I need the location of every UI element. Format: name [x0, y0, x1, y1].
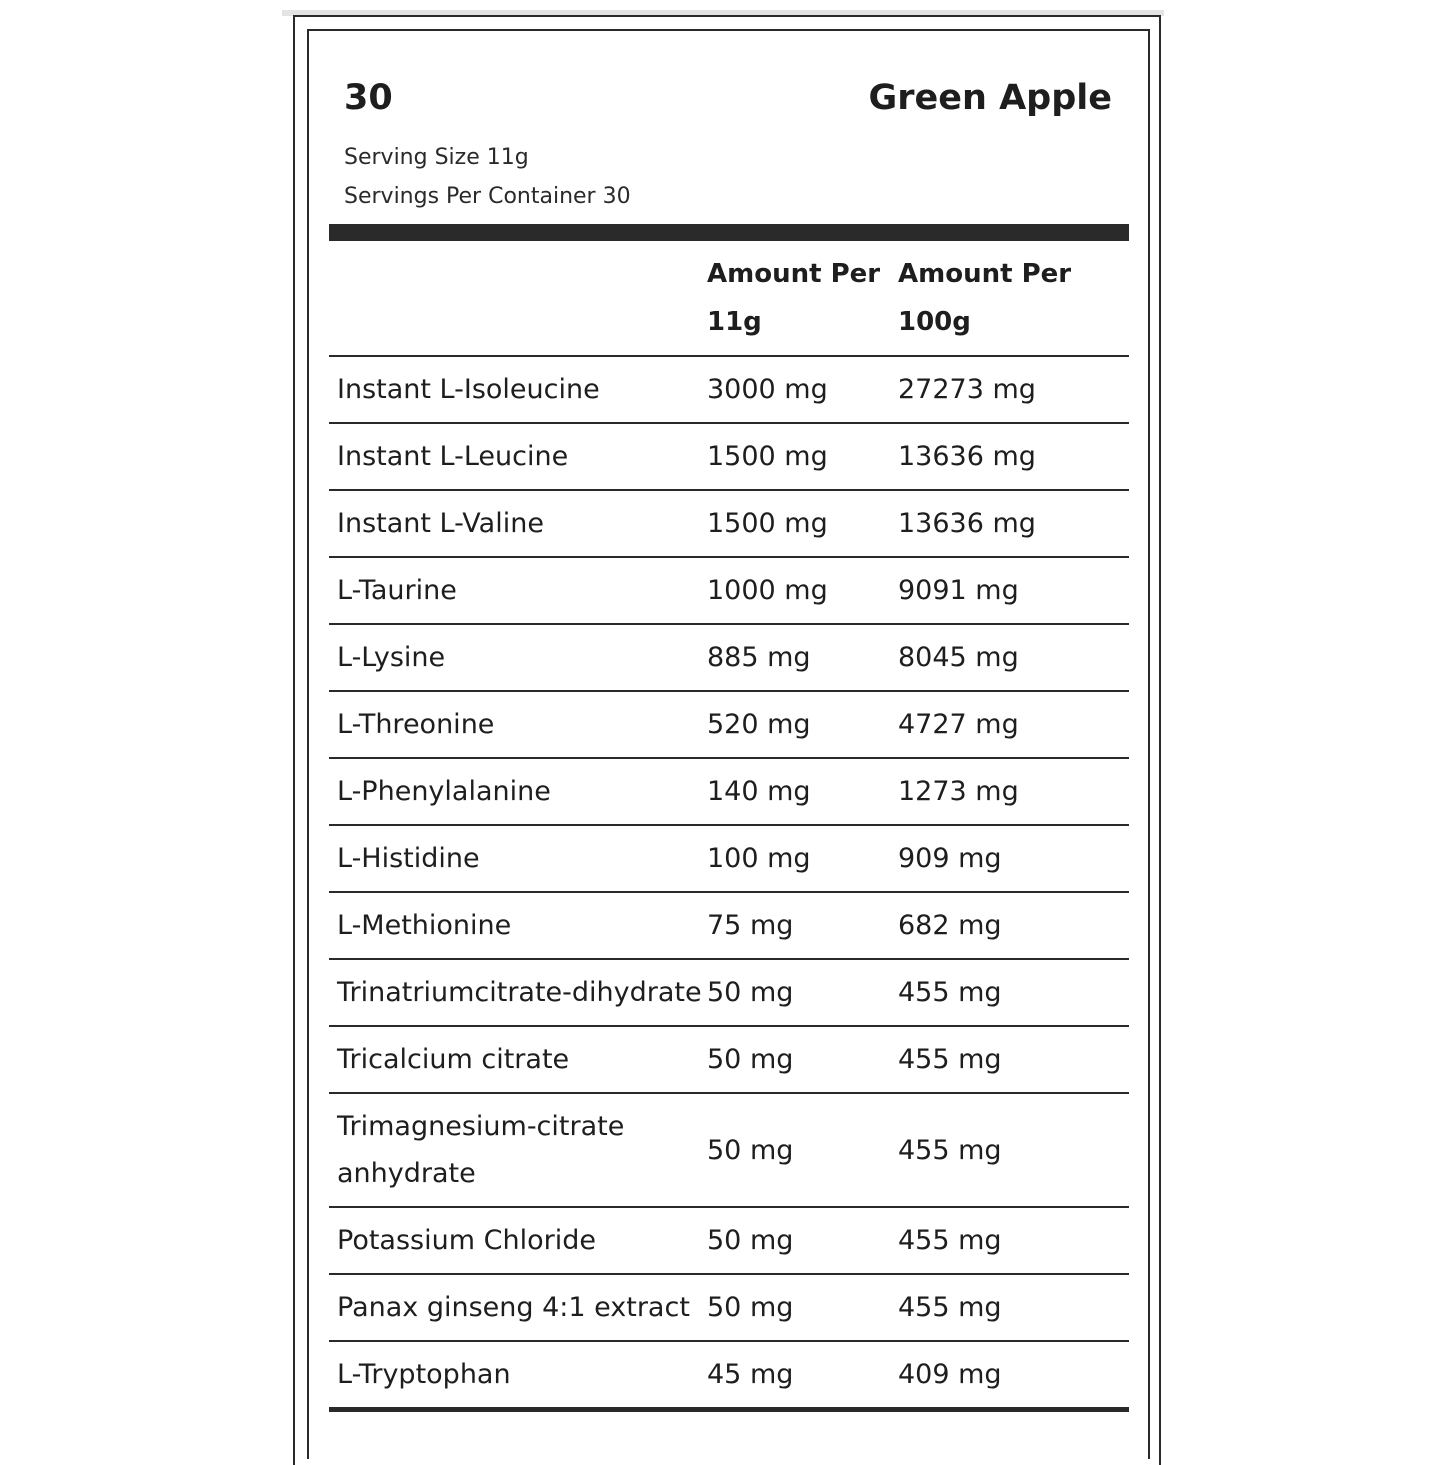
ingredient-name: Trinatriumcitrate-dihydrate	[329, 959, 703, 1026]
ingredient-name: Panax ginseng 4:1 extract	[329, 1274, 703, 1341]
table-row	[329, 1026, 1129, 1093]
ingredient-name: L-Taurine	[329, 557, 703, 624]
table-row	[329, 825, 1129, 892]
table-row	[329, 356, 1129, 423]
amount-per-100g: 455 mg	[894, 1274, 1129, 1341]
table-row	[329, 1093, 1129, 1207]
header-amount-per-100g: Amount Per 100g	[894, 241, 1129, 356]
table-row	[329, 758, 1129, 825]
ingredient-name: Instant L-Valine	[329, 490, 703, 557]
ingredient-name: L-Lysine	[329, 624, 703, 691]
header-amount-per-serving: Amount Per 11g	[703, 241, 894, 356]
ingredient-name: Potassium Chloride	[329, 1207, 703, 1274]
amount-per-serving: 50 mg	[703, 1207, 894, 1274]
ingredient-name: Instant L-Leucine	[329, 423, 703, 490]
amount-per-100g: 13636 mg	[894, 490, 1129, 557]
ingredient-name: Trimagnesium-citrate anhydrate	[329, 1093, 703, 1207]
amount-per-100g: 27273 mg	[894, 356, 1129, 423]
supplement-facts-table	[329, 241, 1129, 1412]
servings-per-container: Servings Per Container 30	[344, 184, 631, 209]
amount-per-serving: 3000 mg	[703, 356, 894, 423]
ingredient-name: L-Methionine	[329, 892, 703, 959]
table-row	[329, 691, 1129, 758]
table-row	[329, 557, 1129, 624]
amount-per-serving: 75 mg	[703, 892, 894, 959]
amount-per-serving: 140 mg	[703, 758, 894, 825]
header-ingredient	[329, 241, 703, 356]
table-row	[329, 1274, 1129, 1341]
amount-per-100g: 455 mg	[894, 1026, 1129, 1093]
amount-per-100g: 4727 mg	[894, 691, 1129, 758]
amount-per-serving: 1500 mg	[703, 490, 894, 557]
amount-per-100g: 455 mg	[894, 1207, 1129, 1274]
amount-per-100g: 455 mg	[894, 1093, 1129, 1207]
ingredient-name: Instant L-Isoleucine	[329, 356, 703, 423]
amount-per-100g: 909 mg	[894, 825, 1129, 892]
ingredient-name: L-Phenylalanine	[329, 758, 703, 825]
amount-per-serving: 50 mg	[703, 1274, 894, 1341]
serving-size: Serving Size 11g	[344, 145, 529, 170]
amount-per-serving: 1500 mg	[703, 423, 894, 490]
amount-per-serving: 520 mg	[703, 691, 894, 758]
table-row	[329, 490, 1129, 557]
ingredient-name: L-Tryptophan	[329, 1341, 703, 1410]
amount-per-serving: 100 mg	[703, 825, 894, 892]
amount-per-100g: 409 mg	[894, 1341, 1129, 1410]
amount-per-serving: 50 mg	[703, 1026, 894, 1093]
amount-per-100g: 9091 mg	[894, 557, 1129, 624]
ingredient-name: L-Threonine	[329, 691, 703, 758]
header-number: 30	[344, 78, 393, 118]
amount-per-100g: 8045 mg	[894, 624, 1129, 691]
amount-per-serving: 885 mg	[703, 624, 894, 691]
amount-per-serving: 50 mg	[703, 1093, 894, 1207]
ingredient-name: Tricalcium citrate	[329, 1026, 703, 1093]
flavor-title: Green Apple	[868, 78, 1112, 118]
amount-per-100g: 1273 mg	[894, 758, 1129, 825]
amount-per-100g: 13636 mg	[894, 423, 1129, 490]
table-row	[329, 624, 1129, 691]
amount-per-100g: 682 mg	[894, 892, 1129, 959]
amount-per-serving: 50 mg	[703, 959, 894, 1026]
table-row	[329, 892, 1129, 959]
amount-per-100g: 455 mg	[894, 959, 1129, 1026]
table-row	[329, 1341, 1129, 1410]
table-row	[329, 423, 1129, 490]
amount-per-serving: 1000 mg	[703, 557, 894, 624]
table-row	[329, 959, 1129, 1026]
table-header-row	[329, 241, 1129, 356]
table-row	[329, 1207, 1129, 1274]
ingredient-name: L-Histidine	[329, 825, 703, 892]
header-divider-bar	[329, 224, 1129, 241]
amount-per-serving: 45 mg	[703, 1341, 894, 1410]
